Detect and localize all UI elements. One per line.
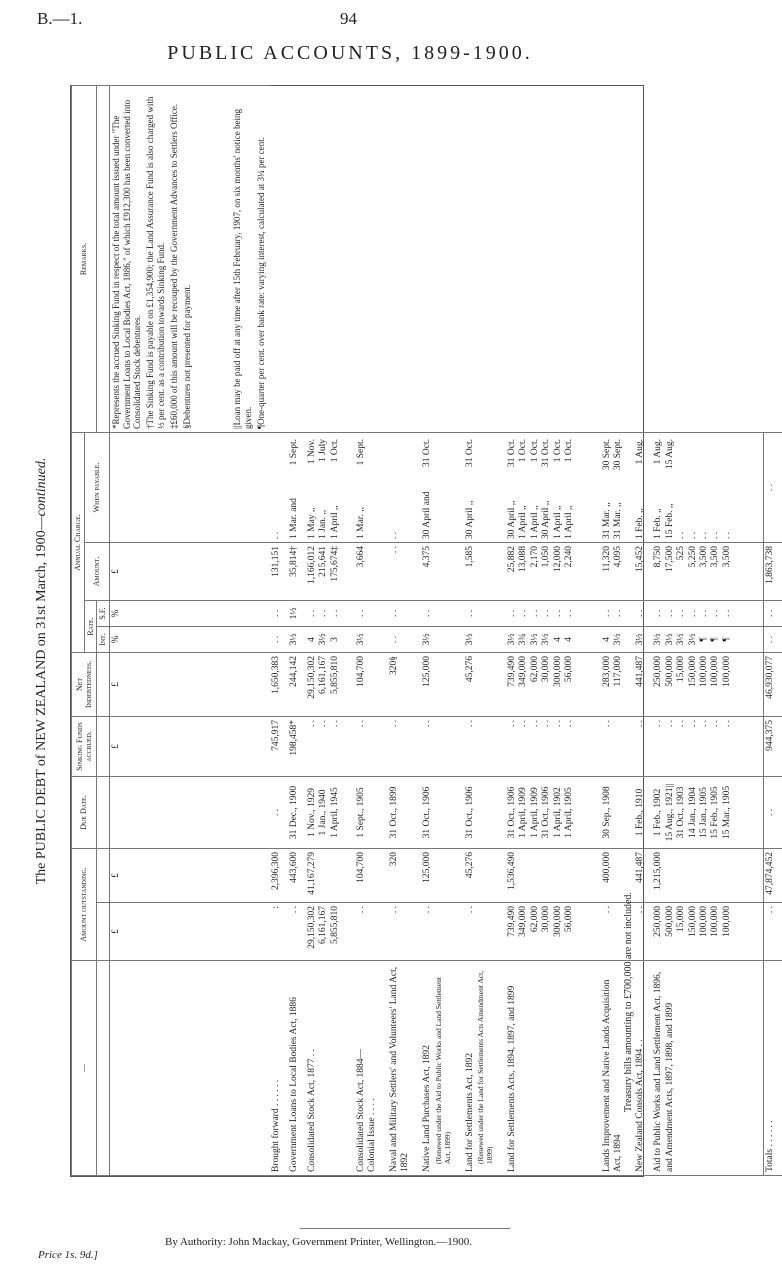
row-sf: . . [601, 716, 634, 776]
row-a2: 443,600 [288, 848, 306, 902]
table-title-continued: continued. [34, 457, 49, 517]
row-when-first: 30 April and [422, 491, 433, 539]
price-note: Price 1s. 9d.] [38, 1249, 98, 1261]
row-amt: 1,585 [464, 542, 506, 600]
row-int: 3½ [288, 626, 306, 652]
row-description-text: Brought forward . . . . . . [270, 1079, 281, 1172]
unit-amt: £ [109, 542, 123, 600]
row-due: 31 Oct., 1906 [464, 776, 506, 848]
page-number: 94 [340, 9, 357, 28]
row-int: 4 3½ [601, 626, 634, 652]
row-description [421, 961, 463, 1176]
row-due: . . [270, 776, 288, 848]
row-sfr: . . . . . . . . . . . . . . [652, 600, 763, 626]
header-description: — [72, 961, 97, 1176]
row-when-payable [388, 432, 421, 542]
row-net: 283,000 117,000 [601, 652, 634, 716]
units-when [109, 432, 123, 542]
row-amt: 25,882 13,088 2,170 1,050 12,000 2,240 [506, 542, 601, 600]
row-amt: 3,664 [355, 542, 388, 600]
row-amt: 1,166,012 215,641 175,674‡ [306, 542, 355, 600]
row-due: 30 Sep., 1908 [601, 776, 634, 848]
row-when-second: 1 Aug. 15 Aug. [653, 438, 675, 470]
row-due: 31 Oct., 1906 1 April, 1909 1 April, 1909 31 Oct., 1906 1 April, 1902 1 April, 1905 [506, 776, 601, 848]
row-sf: 198,458* [288, 716, 306, 776]
row-sf: . . [464, 716, 506, 776]
row-when-payable [306, 432, 355, 542]
row-when-first: 30 April ,, [464, 500, 475, 539]
row-when-payable [288, 432, 306, 542]
page-title: PUBLIC ACCOUNTS, 1899-1900. [167, 42, 533, 64]
row-int: . . [388, 626, 421, 652]
row-description [388, 961, 421, 1176]
header-desc-sub [97, 961, 110, 1176]
row-when-first: . . [270, 531, 281, 539]
header-remarks-sub [97, 85, 110, 432]
row-a2: 1,536,490 [506, 848, 601, 902]
row-description [288, 961, 306, 1176]
row-sfr: . . . . [601, 600, 634, 626]
row-sf: . . [388, 716, 421, 776]
row-description-text: Land for Settlements Acts, 1894, 1897, and 1899 [507, 985, 518, 1172]
row-when-first: 30 April ,, 1 April ,, 1 April ,, 30 April ,, 1 April ,, 1 April ,, [507, 500, 574, 539]
table-row [355, 85, 388, 1175]
row-when-first: 1 May ,, 1 Jan. ,, 1 April ,, [306, 505, 340, 539]
row-when-payable [652, 432, 763, 542]
unit-a1: £ [109, 903, 123, 961]
table-row [388, 85, 421, 1175]
row-a2: 400,000 [601, 848, 634, 902]
table-row [464, 85, 506, 1175]
table-row [634, 85, 652, 1175]
row-description-text: Naval and Military Settlers' and Volunteers' Land Act, 1892 [389, 966, 411, 1172]
row-sfr: . . . . . . . . . . . . [506, 600, 601, 626]
public-debt-table [71, 85, 782, 1176]
row-net: 104,700 [355, 652, 388, 716]
row-sf: . . . . . . . . . . . . . . [652, 716, 763, 776]
totals-a2: 47,874,452 [763, 848, 782, 902]
row-when-first: 1 Feb. ,, 15 Feb. ,, . . . . . . . . . . [653, 503, 732, 539]
row-amt: 15,452 [634, 542, 652, 600]
row-int: 4 3½ 3 [306, 626, 355, 652]
table-title [34, 171, 56, 1171]
row-sfr: . . [355, 600, 388, 626]
row-description [652, 961, 763, 1176]
units-row [109, 85, 123, 1175]
row-amt: 35,814† [288, 542, 306, 600]
row-amt: 8,750 17,500 525 5,250 3,500 3,500 3,500 [652, 542, 763, 600]
row-sfr: . . [634, 600, 652, 626]
row-when-first: 31 Mar. ,, 31 Mar. ,, [601, 502, 624, 539]
unit-a2: £ [109, 848, 123, 902]
header-remarks: Remarks. [72, 85, 97, 432]
row-description-text: Aid to Public Works and Land Settlement Act, 1896, and Amendment Acts, 1897, 1898, and 1899 [653, 971, 675, 1172]
header-a1-sub [97, 903, 110, 961]
row-a1: 250,000 500,000 15,000 150,000 100,000 100,000 100,000 [652, 903, 763, 961]
header-sfr: S.F. [97, 600, 110, 626]
row-when-second: 31 Oct. [422, 438, 433, 467]
row-when-first: 1 Mar. and [288, 498, 299, 539]
row-description-text: Government Loans to Local Bodies Act, 1886 [288, 997, 299, 1172]
footer-divider [300, 1228, 510, 1229]
row-int: 3½ [421, 626, 463, 652]
row-when-first: 1 Mar. ,, [355, 507, 366, 539]
header-rate: Rate. [84, 600, 97, 652]
row-sfr: 1½ [288, 600, 306, 626]
row-description [506, 961, 601, 1176]
table-header [72, 85, 110, 1175]
row-net: 29,150,302 6,161,167 5,855,810 [306, 652, 355, 716]
row-description-text: New Zealand Consols Act, 1894 . . [635, 1039, 646, 1172]
debt-table-rotator [71, 86, 775, 1176]
row-net: 125,000 [421, 652, 463, 716]
totals-row [763, 85, 782, 1175]
row-a1: 739,490 349,000 62,000 30,000 300,000 56,000 [506, 903, 601, 961]
row-due: 31 Dec., 1900 [288, 776, 306, 848]
row-due: 1 Sept., 1905 [355, 776, 388, 848]
row-when-payable [464, 432, 506, 542]
unit-int: % [109, 626, 123, 652]
row-when-second: 1 Nov. 1 July 1 Oct. [306, 438, 340, 465]
row-when-second: 30 Sept. 30 Sept. [601, 438, 624, 471]
header-due-date: Due Date. [72, 776, 97, 848]
remarks-cell [109, 85, 269, 432]
row-description [270, 961, 288, 1176]
row-sfr: . . [464, 600, 506, 626]
row-a1: : [270, 903, 288, 961]
row-int: 3½ [355, 626, 388, 652]
row-description-note: (Renewed under the Land for Settlements Acts Amendment Act, 1899) [476, 970, 495, 1164]
table-title-main: The PUBLIC DEBT of NEW ZEALAND on 31st March, 1900— [34, 516, 49, 885]
row-due: 1 Feb., 1902 15 Aug., 1921|| 31 Oct., 1903 14 Jan., 1904 15 Jan., 1905 15 Feb., 1905 15 Mar., 1905 [652, 776, 763, 848]
row-sf: 745,917 [270, 716, 288, 776]
debt-table-frame [70, 85, 775, 1177]
table-row [652, 85, 763, 1175]
header-when-payable: When payable. [84, 432, 109, 542]
row-a1: . . [288, 903, 306, 961]
header-int: Int. [97, 626, 110, 652]
row-description-text: Consolidated Stock Act, 1884— Colonial Issue . . . . [355, 1049, 377, 1172]
remark: ||Loan may be paid off at any time after 15th February, 1907, on six months' notice being given. [232, 109, 254, 429]
header-annual-charge: Annual Charge. [72, 432, 85, 652]
row-when-second: 1 Sept. [288, 438, 299, 466]
row-description-text: Land for Settlements Act, 1892 [464, 1053, 475, 1172]
totals-sf: 944,375 [763, 716, 782, 776]
row-net: 320§ [388, 652, 421, 716]
row-due: 1 Nov., 1929 1 Jan., 1940 1 April, 1945 [306, 776, 355, 848]
row-a1: 29,150,302 6,161,167 5,855,810 [306, 903, 355, 961]
table-row [506, 85, 601, 1175]
header-net-sub [97, 652, 110, 716]
row-description-text: Consolidated Stock Act, 1877 . . [306, 1049, 317, 1172]
row-when-payable [506, 432, 601, 542]
header-sf-sub [97, 716, 110, 776]
remark: *Represents the accrued Sinking Fund in respect of the total amount issued under "The Government Loans to Local Bodies Act, 1886," of which £912,300 has been converted into Consolidated Stock debentures. [110, 99, 143, 429]
row-net: 1,650,383 [270, 652, 288, 716]
row-when-second: 31 Oct. 1 Oct. 1 Oct. 31 Oct. 1 Oct. 1 Oct. [507, 438, 574, 467]
row-a1: . . [464, 903, 506, 961]
row-when-second: 31 Oct. [464, 438, 475, 467]
row-when-first: 1 Feb. ,, [635, 508, 646, 539]
row-net: 244,142 [288, 652, 306, 716]
totals-net: 46,930,077 [763, 652, 782, 716]
row-description [634, 961, 652, 1176]
remark: ¶One-quarter per cent. over bank rate: varying interest, calculated at 3¼ per cent. [255, 137, 266, 429]
units-desc [109, 961, 123, 1176]
row-description-text: Lands Improvement and Native Lands Acquisition Act, 1894 [601, 979, 624, 1172]
row-due: 31 Oct., 1906 [421, 776, 463, 848]
row-amt: 4,375 [421, 542, 463, 600]
header-sinking-funds: Sinking Funds accrued. [72, 716, 97, 776]
row-when-first: . . [389, 531, 400, 539]
row-int: . . [270, 626, 288, 652]
row-a2: 441,487 [634, 848, 652, 902]
header-due-sub [97, 776, 110, 848]
totals-amt: 1,863,738 [763, 542, 782, 600]
row-a2: 2,396,300 [270, 848, 288, 902]
totals-desc: Totals . . . . . . [763, 961, 782, 1176]
row-description [464, 961, 506, 1176]
header-net-indebtedness: Net Indebtedness. [72, 652, 97, 716]
row-when-payable [421, 432, 463, 542]
treasury-bills-note: Treasury bills amounting to £700,000 are not included. [623, 892, 634, 1112]
table-row [270, 85, 288, 1175]
row-net: 441,487 [634, 652, 652, 716]
row-due: 1 Feb., 1910 [634, 776, 652, 848]
row-when-payable [270, 432, 288, 542]
row-a2: 41,167,279 [306, 848, 355, 902]
row-when-payable [634, 432, 652, 542]
row-sfr: . . [388, 600, 421, 626]
row-a1: . . [388, 903, 421, 961]
table-row [421, 85, 463, 1175]
row-int: 3½ [634, 626, 652, 652]
document-code: B.—1. [37, 9, 83, 28]
units-due [109, 776, 123, 848]
row-a2: 320 [388, 848, 421, 902]
row-sfr: . . [270, 600, 288, 626]
row-when-payable [601, 432, 634, 542]
row-sf: . . . . . . . . . . . . [506, 716, 601, 776]
row-int: 3½ 3½ 3½ 3½ ¶ ¶ ¶ [652, 626, 763, 652]
row-int: 3½ 3¾ 3½ 3½ 4 4 [506, 626, 601, 652]
row-sf: . . . . . . [306, 716, 355, 776]
row-a1: . . [601, 903, 634, 961]
header-a2-sub [97, 848, 110, 902]
totals-due: . . [763, 776, 782, 848]
totals-int: . . [763, 626, 782, 652]
row-amt: 131,151 [270, 542, 288, 600]
row-when-payable [355, 432, 388, 542]
row-amt: 11,320 4,095 [601, 542, 634, 600]
row-amt: . . [388, 542, 421, 600]
row-a1: . . [421, 903, 463, 961]
remark: ‡£60,000 of this amount will be recouped by the Government Advances to Settlers Office. [168, 103, 179, 429]
totals-sfr: . . [763, 600, 782, 626]
totals-a1: . . [763, 903, 782, 961]
table-row [288, 85, 306, 1175]
header-amount: Amount. [84, 542, 109, 600]
row-sf: . . [421, 716, 463, 776]
row-description-note: (Renewed under the Aid to Public Works and Land Settlement Act, 1899) [433, 977, 452, 1164]
row-description [355, 961, 388, 1176]
row-a2: 125,000 [421, 848, 463, 902]
row-a2: 104,700 [355, 848, 388, 902]
row-when-second: 1 Sept. [355, 438, 366, 466]
unit-sf: £ [109, 716, 123, 776]
remark: §Debentures not presented for payment. [181, 284, 192, 429]
table-row [306, 85, 355, 1175]
row-description-text: Native Land Purchases Act, 1892 [422, 1045, 433, 1172]
row-a2: 45,276 [464, 848, 506, 902]
remark: †The Sinking Fund is payable on £1,354,900; the Land Assurance Fund is also charged with ½ per cent. as a contribution towards Sinking Fund. [145, 96, 166, 429]
row-int: 3½ [464, 626, 506, 652]
row-when-second: 1 Aug. [635, 438, 646, 465]
row-net: 739,490 349,000 62,000 30,000 300,000 56,000 [506, 652, 601, 716]
row-sf: . . [355, 716, 388, 776]
row-description [306, 961, 355, 1176]
row-a1: . . [634, 903, 652, 961]
printer-authority: By Authority: John Mackay, Government Printer, Wellington.—1900. [165, 1236, 472, 1248]
row-sfr: . . [421, 600, 463, 626]
unit-net: £ [109, 652, 123, 716]
header-amount-outstanding: Amount outstanding. [72, 848, 97, 960]
row-net: 45,276 [464, 652, 506, 716]
row-sfr: . . . . . . [306, 600, 355, 626]
row-sf: . . [634, 716, 652, 776]
totals-when: . . [763, 432, 782, 542]
row-a2: 1,215,000 [652, 848, 763, 902]
row-net: 250,000 500,000 15,000 150,000 100,000 100,000 100,000 [652, 652, 763, 716]
row-due: 31 Oct., 1899 [388, 776, 421, 848]
unit-sfr: % [109, 600, 123, 626]
row-a1: . . [355, 903, 388, 961]
